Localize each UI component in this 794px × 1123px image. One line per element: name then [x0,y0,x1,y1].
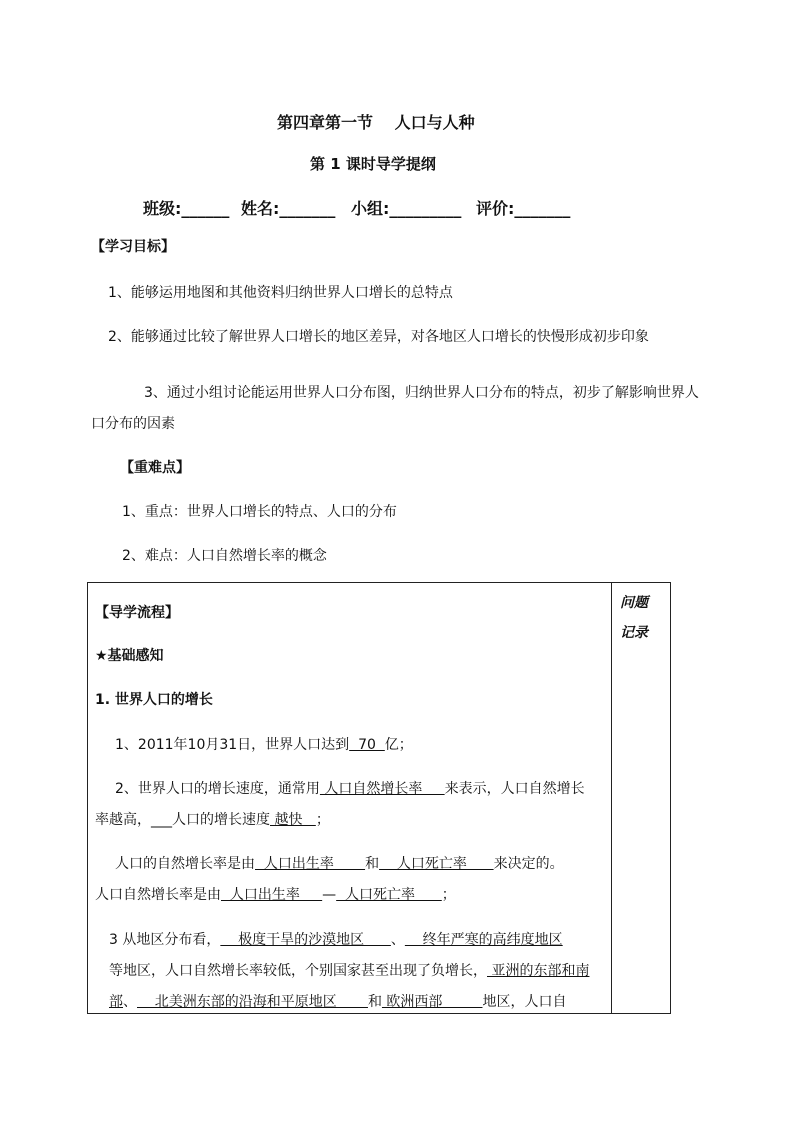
objective-item-1: 1、能够运用地图和其他资料归纳世界人口增长的总特点 [108,285,453,301]
column-divider [611,583,612,1013]
guide-table [87,582,671,1014]
question-4-answer-1: 极度干旱的沙漠地区 [220,932,391,948]
section-1-heading: 1. 世界人口的增长 [95,692,213,708]
keypoint-item-1: 1、重点：世界人口增长的特点、人口的分布 [122,504,397,520]
question-4-line-2 [109,960,589,980]
question-record-label-line-2: 记录 [620,625,648,641]
question-3-answer-2: 人口死亡率 [379,856,494,872]
question-2-answer: 人口自然增长率 [319,781,445,797]
question-4-line-3-answer-2: 北美洲东部的沿海和平原地区 [137,994,368,1010]
question-4-line-1 [109,929,563,949]
objective-item-2: 2、能够通过比较了解世界人口增长的地区差异，对各地区人口增长的快慢形成初步印象 [108,329,649,345]
question-3-line-2-answer-1: 人口出生率 [221,887,323,903]
question-3-line-2 [95,884,456,904]
question-3-line-2-prefix: 人口自然增长率是由 [95,887,221,903]
question-3-mid: 和 [365,856,380,872]
question-1-prefix: 1、2011年10月31日，世界人口达到 [115,737,350,753]
question-1-suffix: 亿； [384,737,413,753]
question-4-line-3-suffix: 地区，人口自 [482,994,567,1010]
keypoint-item-2: 2、难点：人口自然增长率的概念 [122,548,327,564]
question-4-line-3-sep: 、 [123,994,137,1010]
question-2-prefix: 2、世界人口的增长速度，通常用 [115,781,320,797]
question-2-line-2-suffix: ； [315,812,330,828]
question-3-line-2-answer-2: 人口死亡率 [336,887,442,903]
question-1 [115,734,413,754]
class-field: 班级:______ [143,199,230,218]
question-2-suffix: 来表示，人口自然增长 [444,781,585,797]
question-4-line-2-prefix: 等地区，人口自然增长率较低，个别国家甚至出现了负增长， [109,963,487,979]
question-4-line-3-answer-3: 欧洲西部 [381,994,483,1010]
page-subtitle: 第 1 课时导学提纲 [310,155,436,173]
page-title: 第四章第一节 人口与人种 [277,113,475,132]
basic-perception-heading: ★基础感知 [95,648,164,664]
question-3-line-1 [115,853,564,873]
question-3-answer-1: 人口出生率 [255,856,366,872]
question-4-prefix: 3 从地区分布看， [109,932,221,948]
flow-heading: 【导学流程】 [95,605,179,621]
group-field: 小组:_________ [351,199,462,218]
question-3-suffix: 来决定的。 [493,856,564,872]
question-3-prefix: 人口的自然增长率是由 [115,856,255,872]
objective-item-3-line-1: 3、通过小组讨论能运用世界人口分布图，归纳世界人口分布的特点，初步了解影响世界人 [144,385,699,401]
question-4-line-3-answer-1: 部 [109,994,123,1010]
question-4-line-2-answer: 亚洲的东部和南 [487,963,590,979]
question-4-line-3-mid: 和 [367,994,382,1010]
question-4-mid: 、 [390,932,405,948]
evaluation-field: 评价:_______ [476,199,571,218]
question-1-answer: 70 [349,737,385,753]
question-record-label-line-1: 问题 [620,595,648,611]
objective-item-3-line-2: 口分布的因素 [91,416,175,432]
question-4-line-3 [109,991,566,1011]
name-field: 姓名:_______ [241,199,336,218]
question-4-answer-2: 终年严寒的高纬度地区 [404,932,563,948]
question-2-line-2-prefix: 率越高，___人口的增长速度 [95,812,270,828]
keypoints-heading: 【重难点】 [120,460,190,476]
question-2-line-1 [115,778,585,798]
objectives-heading: 【学习目标】 [91,239,175,255]
question-2-line-2 [95,809,330,829]
question-2-line-2-answer: 越快 [270,812,316,828]
question-3-line-2-suffix: ； [441,887,456,903]
question-3-line-2-mid: — [322,887,337,903]
